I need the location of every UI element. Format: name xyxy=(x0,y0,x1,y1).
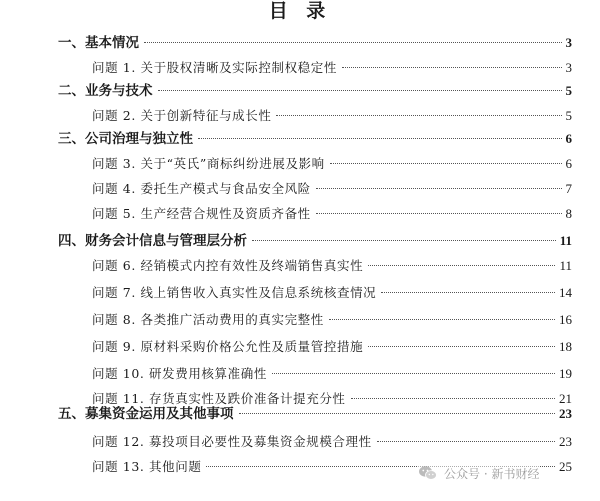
toc-item-label: 问题 13. 其他问题 xyxy=(92,459,202,474)
toc-page-number: 14 xyxy=(559,285,572,300)
toc-section[interactable] xyxy=(58,229,572,253)
toc-page-number: 6 xyxy=(565,131,572,146)
leader-dots xyxy=(342,67,562,68)
toc-section-label: 一、基本情况 xyxy=(58,35,139,51)
toc-section[interactable] xyxy=(58,402,572,426)
toc-section-label: 三、公司治理与独立性 xyxy=(58,131,193,147)
leader-dots xyxy=(239,413,556,414)
leader-dots xyxy=(330,163,562,164)
toc-page-number: 11 xyxy=(559,233,572,248)
leader-dots xyxy=(198,138,562,139)
leader-dots xyxy=(351,398,555,399)
toc-section[interactable] xyxy=(58,127,572,151)
toc-page-number: 21 xyxy=(559,391,572,406)
toc-page-number: 18 xyxy=(559,339,572,354)
toc-item[interactable] xyxy=(92,254,572,278)
leader-dots xyxy=(158,90,562,91)
leader-dots xyxy=(144,42,562,43)
toc-item[interactable] xyxy=(92,177,572,201)
leader-dots xyxy=(329,319,555,320)
leader-dots xyxy=(368,265,555,266)
wechat-icon xyxy=(418,465,438,481)
toc-item[interactable] xyxy=(92,308,572,332)
toc-item[interactable] xyxy=(92,362,572,386)
toc-section-label: 四、财务会计信息与管理层分析 xyxy=(58,233,247,249)
toc-item-label: 问题 11. 存货真实性及跌价准备计提充分性 xyxy=(92,391,346,406)
leader-dots xyxy=(316,188,562,189)
toc-page-number: 5 xyxy=(565,108,572,123)
leader-dots xyxy=(381,292,555,293)
watermark xyxy=(418,462,539,484)
toc-page-number: 25 xyxy=(559,459,572,474)
toc-item[interactable] xyxy=(92,335,572,359)
toc-item-label: 问题 12. 募投项目必要性及募集资金规模合理性 xyxy=(92,434,372,449)
toc-page-number: 23 xyxy=(559,406,572,421)
toc-page-number: 11 xyxy=(559,258,572,273)
toc-page-number: 3 xyxy=(565,60,572,75)
toc-item-label: 问题 3. 关于“英氏”商标纠纷进展及影响 xyxy=(92,156,325,171)
toc-section[interactable] xyxy=(58,79,572,103)
toc-item-label: 问题 2. 关于创新特征与成长性 xyxy=(92,108,272,123)
toc-page-number: 3 xyxy=(565,35,572,50)
leader-dots xyxy=(377,441,555,442)
toc-section[interactable] xyxy=(58,31,572,55)
toc-item-label: 问题 1. 关于股权清晰及实际控制权稳定性 xyxy=(92,60,337,75)
toc-item-label: 问题 5. 生产经营合规性及资质齐备性 xyxy=(92,206,311,221)
toc-page-number: 16 xyxy=(559,312,572,327)
toc-item-label: 问题 4. 委托生产模式与食品安全风险 xyxy=(92,181,311,196)
toc-item[interactable] xyxy=(92,430,572,454)
toc-item-label: 问题 6. 经销模式内控有效性及终端销售真实性 xyxy=(92,258,364,273)
toc-item[interactable] xyxy=(92,104,572,128)
toc-item[interactable] xyxy=(92,202,572,226)
leader-dots xyxy=(252,240,556,241)
toc-item-label: 问题 7. 线上销售收入真实性及信息系统核查情况 xyxy=(92,285,377,300)
toc-page-number: 6 xyxy=(565,156,572,171)
toc-section-label: 二、业务与技术 xyxy=(58,83,153,99)
leader-dots xyxy=(272,373,555,374)
toc-item-label: 问题 8. 各类推广活动费用的真实完整性 xyxy=(92,312,324,327)
toc-page-number: 5 xyxy=(565,83,572,98)
toc-item[interactable] xyxy=(92,281,572,305)
toc-page-number: 8 xyxy=(565,206,572,221)
leader-dots xyxy=(316,213,562,214)
watermark-text: 公众号 · 新书财经 xyxy=(444,466,540,481)
toc-page-number: 19 xyxy=(559,366,572,381)
toc-section-label: 五、募集资金运用及其他事项 xyxy=(58,406,234,422)
leader-dots xyxy=(276,115,561,116)
toc-page-number: 23 xyxy=(559,434,572,449)
leader-dots xyxy=(368,346,555,347)
toc-page-number: 7 xyxy=(565,181,572,196)
toc-item[interactable] xyxy=(92,56,572,80)
page-title: 目 录 xyxy=(268,0,332,22)
toc-item-label: 问题 9. 原材料采购价格公允性及质量管控措施 xyxy=(92,339,364,354)
toc-item-label: 问题 10. 研发费用核算准确性 xyxy=(92,366,267,381)
toc-item[interactable] xyxy=(92,152,572,176)
